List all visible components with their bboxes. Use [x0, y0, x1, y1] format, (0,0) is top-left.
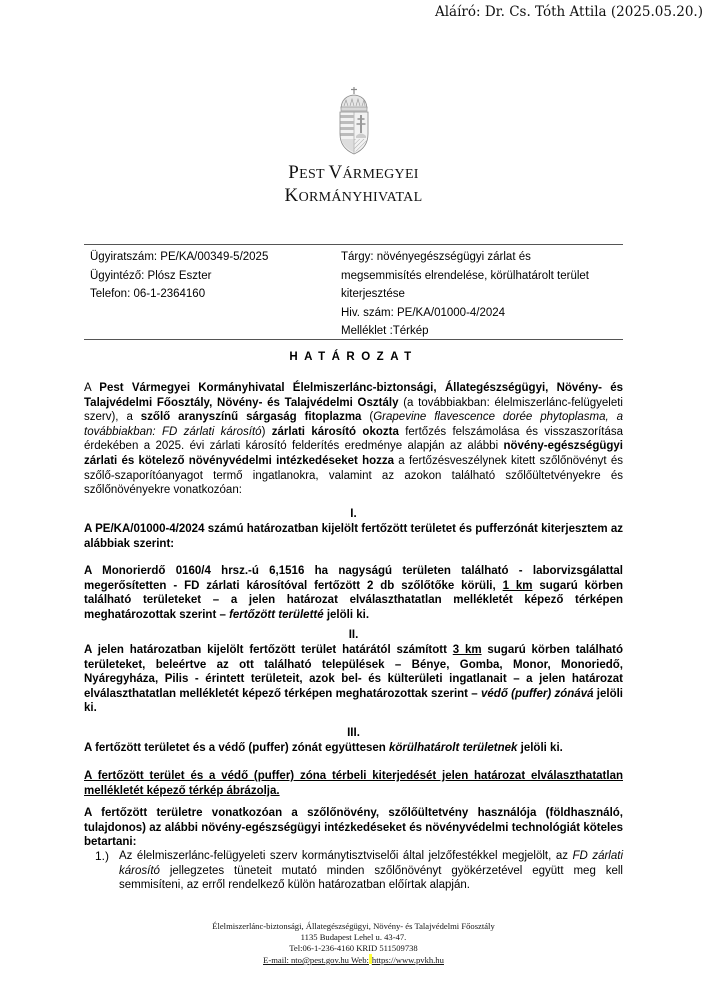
- coat-of-arms-icon: [336, 86, 372, 156]
- document-title: HATÁROZAT: [289, 351, 418, 363]
- footer-address: 1135 Budapest Lehel u. 43-47.: [300, 932, 407, 942]
- section-number-1: I.: [350, 508, 357, 520]
- office-name-line1: PEST VÁRMEGYEI: [288, 162, 419, 183]
- reference-number: Hiv. szám: PE/KA/01000-4/2024: [341, 306, 506, 319]
- signer-stamp: Aláíró: Dr. Cs. Tóth Attila (2025.05.20.): [434, 4, 703, 20]
- list-item-number: 1.): [95, 849, 110, 863]
- section-1-text: A Monorierdő 0160/4 hrsz.-ú 6,1516 ha nagyságú területen található - laborvizsgálattal megerősítetten - FD zárlati károsítóval fertőzött 2 db szőlőtőke körüli, 1 km sugarú körben található területeket – a jelen határozat elválaszthatatlan mellékletét képező térképen meghatározottak szerint – fertőzött területté jelöli ki.: [84, 565, 623, 621]
- case-metadata-right: [339, 245, 623, 339]
- phone: Telefon: 06-1-2364160: [90, 288, 206, 300]
- obligation-intro: A fertőzött területre vonatkozóan a szőlőnövény, szőlőültetvény használója (földhasználó, tulajdonos) az alábbi növény-egészségügyi intézkedéseket és növényvédelmi technológiát köteles betartani:: [84, 807, 623, 849]
- case-metadata-table: [84, 244, 623, 340]
- case-handler: Ügyintéző: Plósz Eszter: [90, 269, 212, 282]
- case-number: Ügyiratszám: PE/KA/00349-5/2025: [90, 251, 269, 263]
- subject-line-3: kiterjesztése: [341, 288, 405, 300]
- footer-email-link[interactable]: E-mail: nto@pest.gov.hu Web:: [263, 955, 369, 965]
- attachment: Melléklet :Térkép: [341, 325, 429, 337]
- intro-paragraph: A Pest Vármegyei Kormányhivatal Élelmiszerlánc-biztonsági, Állategészségügyi, Növény- és Talajvédelmi Főosztály, Növény- és Talajvédelmi Osztály (a továbbiakban: élelmiszerlánc-felügyeleti szerv), a szőlő aranyszínű sárgaság fitoplazma (Grapevine flavescence dorée phytoplasma, a továbbiakban: FD zárlati károsító) zárlati károsító okozta fertőzés felszámolása és visszaszorítása érdekében a 2025. évi zárlati károsító felderítés eredménye alapján az alábbi növény-egészségügyi zárlati és kötelező növényvédelmi intézkedéseket hozza a fertőzésveszélynek kitett szőlőnövényt és szőlő-szaporítóanyagot termő ingatlanokra, valamint az azokon található szőlőültetvényekre és szőlőnövényekre vonatkozóan:: [84, 382, 624, 497]
- section-1-heading: A PE/KA/01000-4/2024 számú határozatban kijelölt fertőzött területet és pufferzónát kiterjesztem az alábbiak szerint:: [84, 523, 623, 550]
- section-3-text: A fertőzött területet és a védő (puffer) zónát együttesen körülhatárolt területnek jelöli ki.: [84, 742, 563, 754]
- page-footer: [0, 921, 707, 966]
- section-2-text: A jelen határozatban kijelölt fertőzött terület határától számított 3 km sugarú körben található területeket, beleértve az ott található települések – Bénye, Gomba, Monor, Monoriedő, Nyáregyháza, Pilis - érintett területeit, azok bel- és külterületi ingatlanait – a jelen határozat elválaszthatatlan mellékletét képező térképen meghatározottak szerint – védő (puffer) zónává jelöli ki.: [84, 644, 623, 715]
- case-metadata-left: [84, 245, 339, 339]
- section-number-3: III.: [347, 727, 360, 739]
- subject-line-1: Tárgy: növényegészségügyi zárlat és: [341, 251, 531, 263]
- footer-phone-krid: Tel:06-1-236-4160 KRID 511509738: [289, 943, 418, 953]
- map-note: A fertőzött terület és a védő (puffer) zóna térbeli kiterjedését jelen határozat elválaszthatatlan mellékletét képező térkép ábrázolja.: [84, 770, 623, 797]
- footer-department: Élelmiszerlánc-biztonsági, Állategészségügyi, Növény- és Talajvédelmi Főosztály: [212, 921, 495, 931]
- list-item-1: [95, 849, 623, 893]
- subject-line-2: megsemmisítés elrendelése, körülhatárolt terület: [341, 269, 590, 282]
- office-name: [0, 162, 707, 208]
- office-name-line2: KORMÁNYHIVATAL: [284, 185, 423, 206]
- section-number-2: II.: [348, 629, 359, 641]
- footer-web-link[interactable]: https://www.pvkh.hu: [371, 955, 444, 965]
- footer-contact: [0, 954, 707, 966]
- list-item-text: Az élelmiszerlánc-felügyeleti szerv kormánytisztviselői által jelzőfestékkel megjelölt, az FD zárlati károsító jellegzetes tüneteit mutató minden szőlőnövényt gyökérzetével együtt meg kell semmisíteni, az erről rendelkező külön határozatban előírtak alapján.: [119, 850, 624, 892]
